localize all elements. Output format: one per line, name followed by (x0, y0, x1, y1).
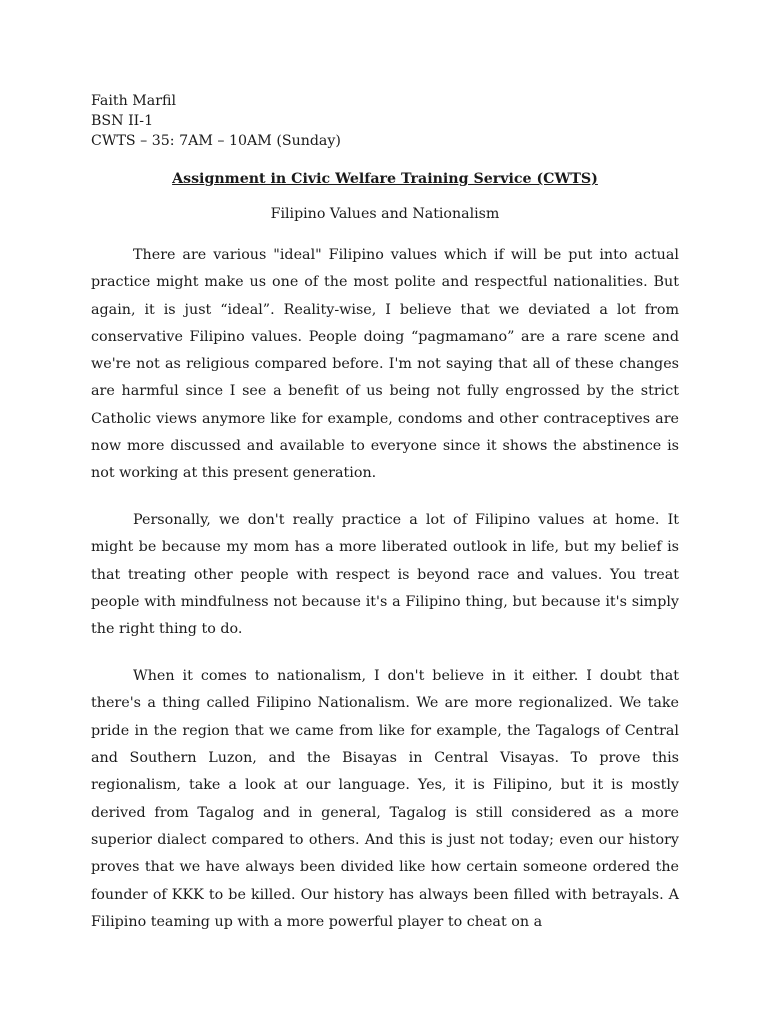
class-schedule: CWTS – 35: 7AM – 10AM (Sunday) (91, 133, 341, 149)
essay-paragraph: When it comes to nationalism, I don't believe in it either. I doubt that there's a thing called Filipino Nationalism. We are more regionalized. We take pride in the region that we came from like for example, the Tagalogs of Central and Southern Luzon, and the Bisayas in Central Visayas. To prove this regionalism, take a look at our language. Yes, it is Filipino, but it is mostly derived from Tagalog and in general, Tagalog is still considered as a more superior dialect compared to others. And this is just not today; even our history proves that we have always been divided like how certain someone ordered the founder of KKK to be killed. Our history has always been filled with betrayals. A Filipino teaming up with a more powerful player to cheat on a (91, 668, 679, 930)
student-info-block (91, 91, 341, 151)
student-name: Faith Marfil (91, 93, 176, 109)
essay-subtitle: Filipino Values and Nationalism (270, 206, 500, 222)
essay-paragraph: Personally, we don't really practice a lot of Filipino values at home. It might be because my mom has a more liberated outlook in life, but my belief is that treating other people with respect is beyond race and values. You treat people with mindfulness not because it's a Filipino thing, but because it's simply the right thing to do. (91, 512, 679, 638)
essay-body (91, 242, 679, 956)
student-course: BSN II-1 (91, 113, 154, 129)
assignment-title: Assignment in Civic Welfare Training Service (CWTS) (172, 171, 598, 187)
essay-paragraph: There are various "ideal" Filipino values which if will be put into actual practice might make us one of the most polite and respectful nationalities. But again, it is just “ideal”. Reality-wise, I believe that we deviated a lot from conservative Filipino values. People doing “pagmamano” are a rare scene and we're not as religious compared before. I'm not saying that all of these changes are harmful since I see a benefit of us being not fully engrossed by the strict Catholic views anymore like for example, condoms and other contraceptives are now more discussed and available to everyone since it shows the abstinence is not working at this present generation. (91, 247, 679, 482)
